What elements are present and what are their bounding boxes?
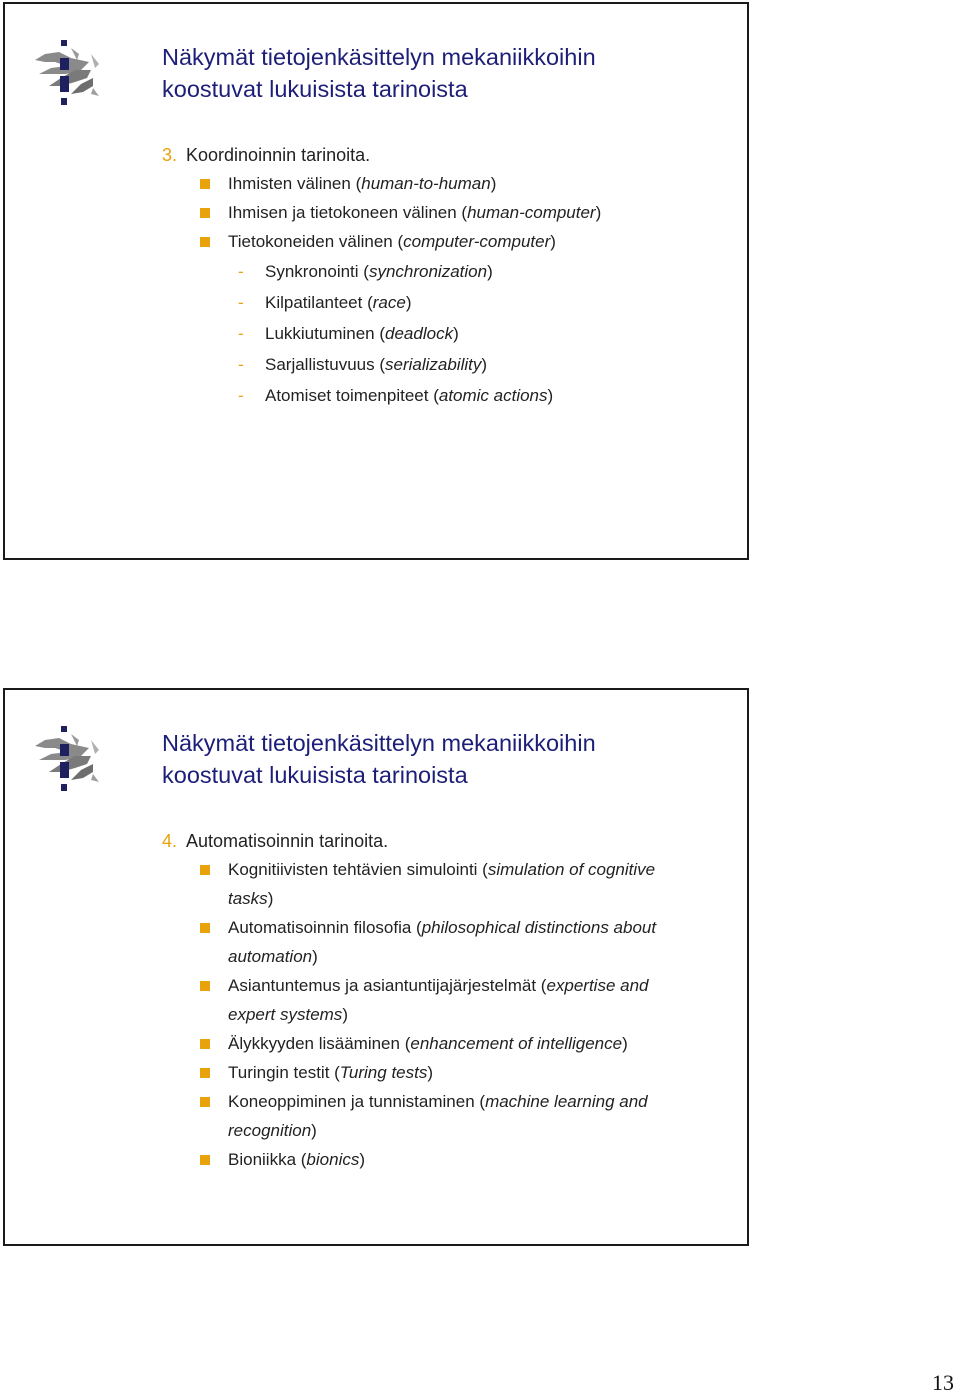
- bullet-item: Kognitiivisten tehtävien simulointi (simulation of cognitive tasks): [162, 855, 732, 913]
- slide-1: [3, 2, 749, 560]
- sub-item: - Sarjallistuvuus (serializability): [162, 349, 732, 380]
- bullet-item: Ihmisen ja tietokoneen välinen (human-computer): [162, 198, 732, 227]
- bullet-item: Ihmisten välinen (human-to-human): [162, 169, 732, 198]
- bullet-item: Bioniikka (bionics): [162, 1145, 732, 1174]
- dash-marker: -: [238, 293, 244, 312]
- dash-marker: -: [238, 355, 244, 374]
- square-bullet-icon: [200, 1068, 210, 1078]
- section-heading-text: Koordinoinnin tarinoita.: [186, 145, 371, 165]
- slide-title-line-2: koostuvat lukuisista tarinoista: [162, 762, 468, 788]
- slide-title-line-2: koostuvat lukuisista tarinoista: [162, 76, 468, 102]
- square-bullet-icon: [200, 1039, 210, 1049]
- slide-title: [162, 41, 732, 105]
- square-bullet-icon: [200, 865, 210, 875]
- section-heading: [162, 827, 732, 855]
- sub-item: - Lukkiutuminen (deadlock): [162, 318, 732, 349]
- bullet-item: Turingin testit (Turing tests): [162, 1058, 732, 1087]
- slide-title: [162, 727, 732, 791]
- slide-2: [3, 688, 749, 1246]
- slide-title-line-1: Näkymät tietojenkäsittelyn mekaniikkoihin: [162, 730, 596, 756]
- dash-marker: -: [238, 386, 244, 405]
- bullet-item: Automatisoinnin filosofia (philosophical distinctions about automation): [162, 913, 732, 971]
- bullet-list: [162, 169, 732, 256]
- square-bullet-icon: [200, 237, 210, 247]
- page-number: 13: [932, 1370, 954, 1395]
- slide-content: [162, 141, 732, 411]
- section-number: 3.: [162, 145, 178, 165]
- section-number: 4.: [162, 831, 178, 851]
- square-bullet-icon: [200, 1155, 210, 1165]
- bullet-item: Tietokoneiden välinen (computer-computer): [162, 227, 732, 256]
- square-bullet-icon: [200, 981, 210, 991]
- square-bullet-icon: [200, 179, 210, 189]
- sub-list: [162, 256, 732, 411]
- slide-title-line-1: Näkymät tietojenkäsittelyn mekaniikkoihin: [162, 44, 596, 70]
- dash-marker: -: [238, 262, 244, 281]
- dash-marker: -: [238, 324, 244, 343]
- square-bullet-icon: [200, 208, 210, 218]
- sub-item: - Atomiset toimenpiteet (atomic actions): [162, 380, 732, 411]
- square-bullet-icon: [200, 1097, 210, 1107]
- section-heading: [162, 141, 732, 169]
- bullet-item: Koneoppiminen ja tunnistaminen (machine learning and recognition): [162, 1087, 732, 1145]
- slide-content: [162, 827, 732, 1174]
- sub-item: - Synkronointi (synchronization): [162, 256, 732, 287]
- bullet-list: [162, 855, 732, 1174]
- bullet-item: Asiantuntemus ja asiantuntijajärjestelmät (expertise and expert systems): [162, 971, 732, 1029]
- square-bullet-icon: [200, 923, 210, 933]
- university-logo-icon: [31, 726, 101, 792]
- sub-item: - Kilpatilanteet (race): [162, 287, 732, 318]
- bullet-item: Älykkyyden lisääminen (enhancement of intelligence): [162, 1029, 732, 1058]
- section-heading-text: Automatisoinnin tarinoita.: [186, 831, 389, 851]
- university-logo-icon: [31, 40, 101, 106]
